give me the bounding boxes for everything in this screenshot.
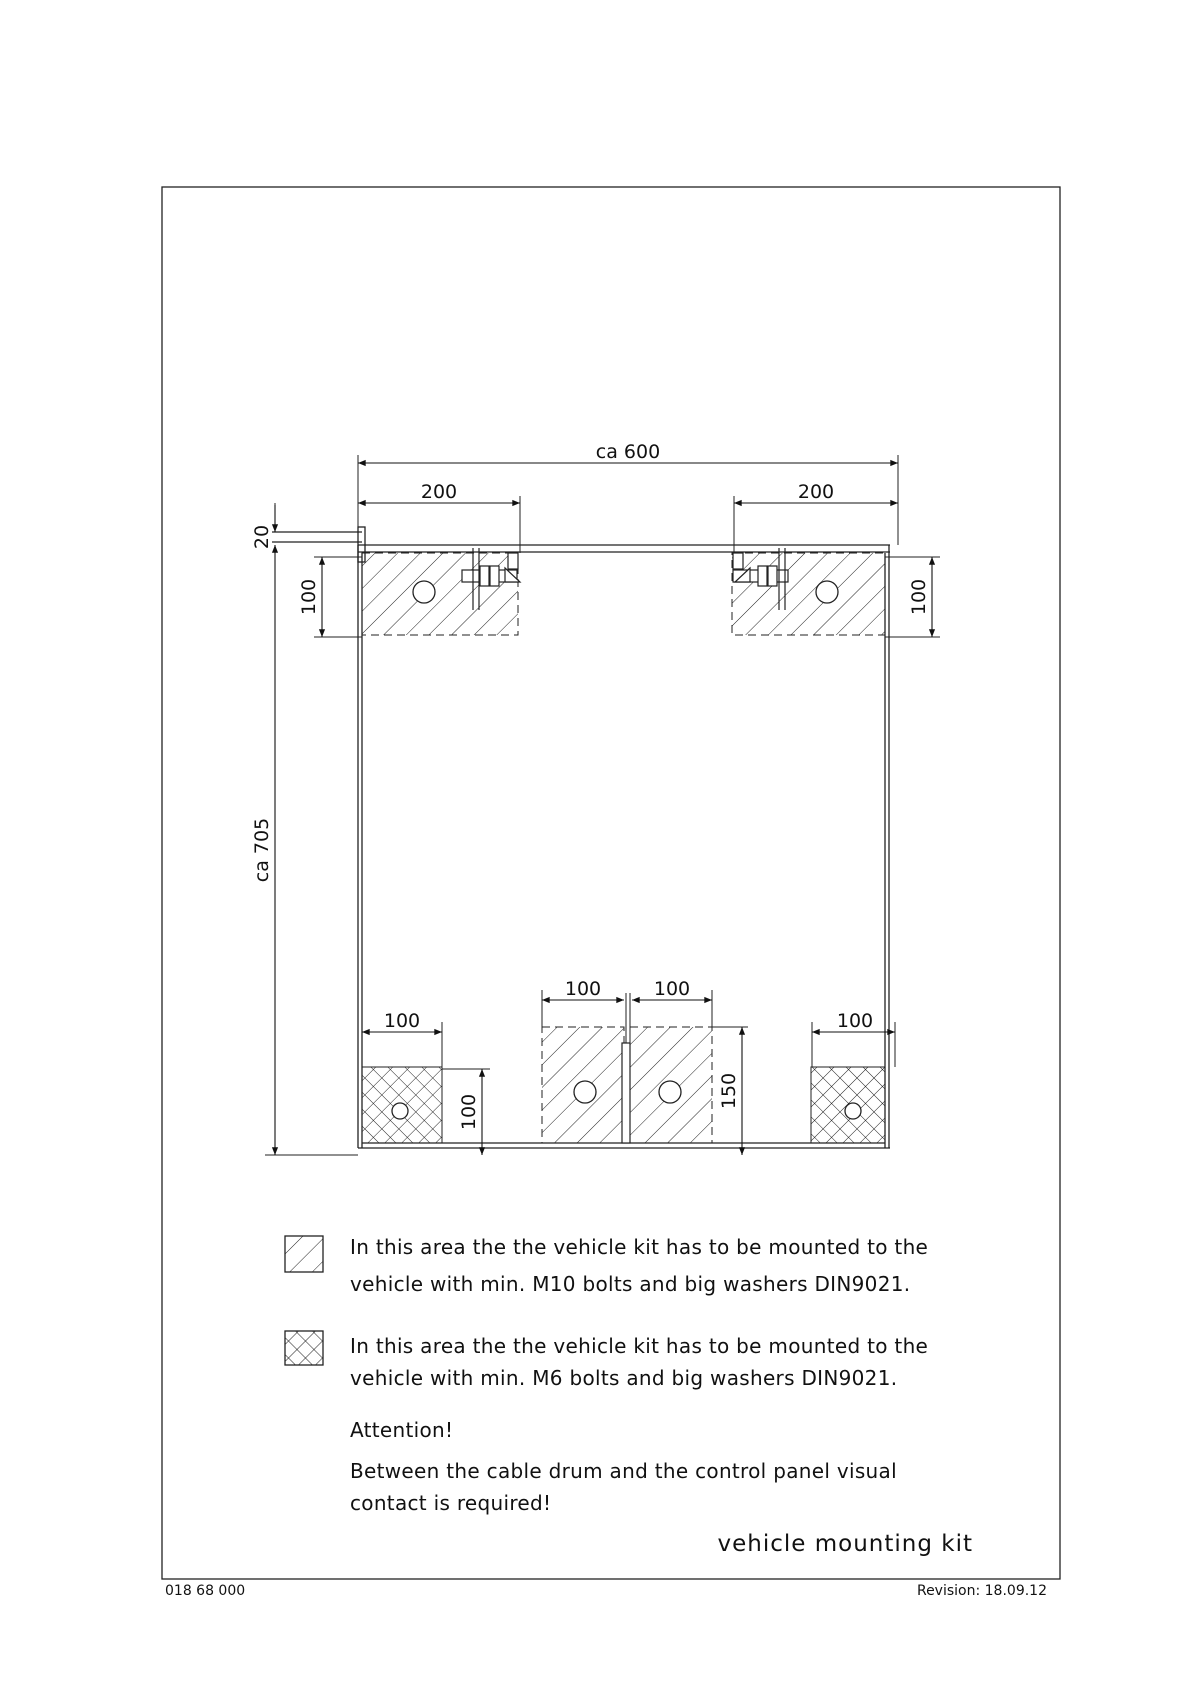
dim-overall-height: ca 705 — [251, 817, 273, 883]
crosshatched-legend-text: In this area the the vehicle kit has to be mounted to the vehicle with min. M6 bolts and big washers DIN9021. — [350, 1334, 929, 1390]
dim-top-offset: 20 — [251, 524, 273, 550]
dim-bottom-right-width: 100 — [836, 1010, 874, 1032]
visual-contact-note: Between the cable drum and the control panel visual contact is required! — [350, 1459, 897, 1515]
dim-center-height: 150 — [718, 1072, 740, 1110]
dim-top-left-depth: 100 — [298, 578, 320, 616]
dim-center-left-width: 100 — [564, 978, 602, 1000]
hatched-legend-text: In this area the the vehicle kit has to be mounted to the vehicle with min. M10 bolts and big washers DIN9021. — [350, 1235, 929, 1296]
center-mount-zone — [542, 993, 712, 1143]
part-number: 018 68 000 — [165, 1583, 246, 1599]
dim-bottom-left-width: 100 — [383, 1010, 421, 1032]
dim-overall-width: ca 600 — [595, 441, 661, 463]
attention-note: Attention! — [350, 1418, 454, 1442]
top-left-mount-zone — [362, 553, 518, 635]
dim-center-right-width: 100 — [653, 978, 691, 1000]
hatch-legend-symbol — [285, 1236, 323, 1272]
crosshatch-legend-symbol — [285, 1331, 323, 1365]
bottom-right-mount-zone — [811, 1067, 885, 1143]
drawing-title: vehicle mounting kit — [717, 1531, 973, 1557]
bottom-left-mount-zone — [362, 1067, 442, 1143]
dim-bottom-left-height: 100 — [458, 1093, 480, 1131]
revision-date: Revision: 18.09.12 — [916, 1583, 1047, 1599]
dim-top-left-width: 200 — [420, 481, 458, 503]
dim-top-right-depth: 100 — [908, 578, 930, 616]
dim-top-right-width: 200 — [797, 481, 835, 503]
top-right-mount-zone — [732, 553, 885, 635]
